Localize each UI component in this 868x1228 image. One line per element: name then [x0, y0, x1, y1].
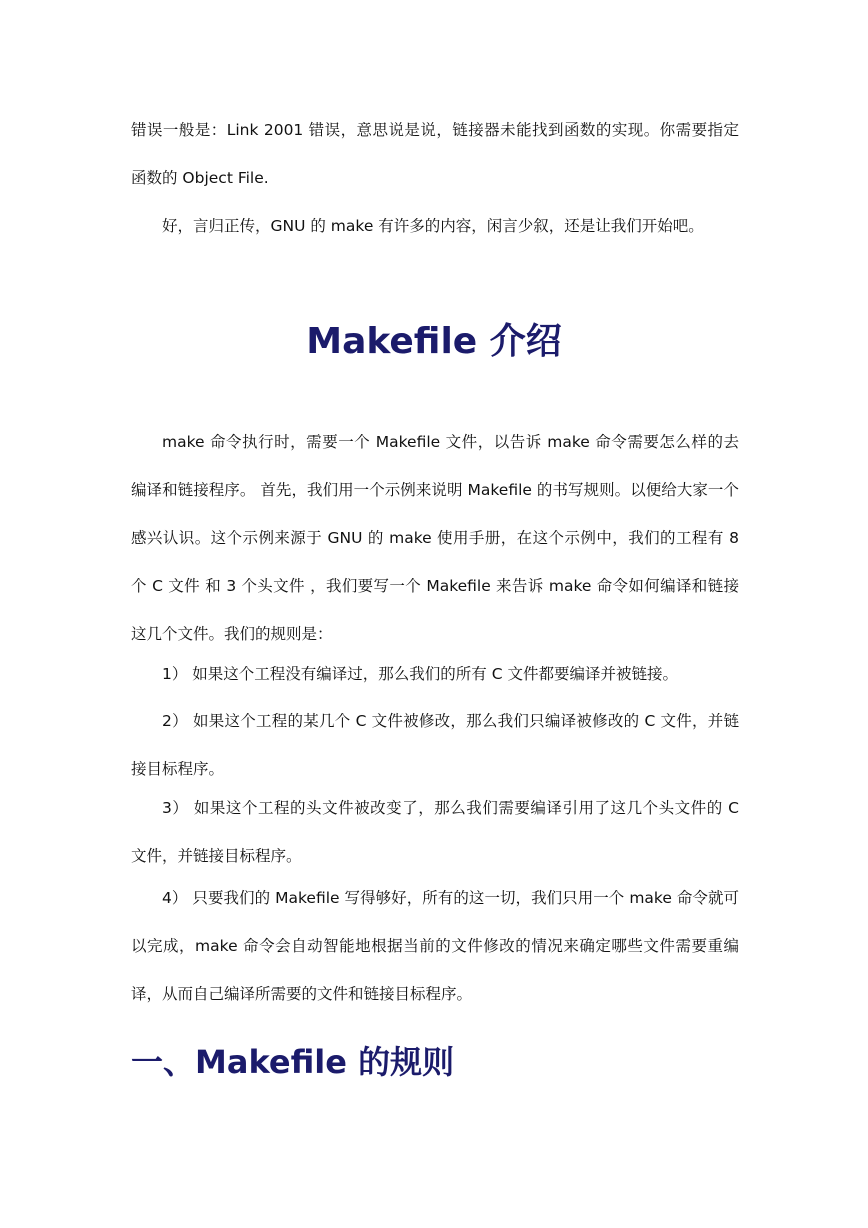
rule-2-container	[131, 697, 739, 793]
body-paragraph-1-container	[131, 418, 739, 658]
rule-item: 1） 如果这个工程没有编译过，那么我们的所有 C 文件都要编译并被链接。	[162, 665, 678, 683]
body-paragraph-1: make 命令执行时，需要一个 Makefile 文件，以告诉 make 命令需要怎么样的去编译和链接程序。 首先，我们用一个示例来说明 Makefile 的书写规则。以便给大家一个感兴认识。这个示例来源于 GNU 的 make 使用手册，在这个示例中，我们的工程有 8 个 C 文件 和 3 个头文件 ，我们要写一个 Makefile 来告诉 make 命令如何编译和链接这几个文件。我们的规则是：	[131, 433, 739, 643]
intro-paragraph-1-container	[131, 106, 739, 202]
rule-item: 2） 如果这个工程的某几个 C 文件被修改，那么我们只编译被修改的 C 文件，并链接目标程序。	[131, 712, 739, 778]
page-title: Makefile 介绍	[306, 321, 562, 362]
intro-paragraph-2: 好，言归正传，GNU 的 make 有许多的内容，闲言少叙，还是让我们开始吧。	[162, 217, 704, 235]
section-heading: 一、Makefile 的规则	[131, 1043, 455, 1081]
rule-4-container	[131, 874, 739, 1018]
rule-item: 3） 如果这个工程的头文件被改变了，那么我们需要编译引用了这几个头文件的 C 文件，并链接目标程序。	[131, 799, 739, 865]
intro-paragraph-1: 错误一般是：Link 2001 错误，意思说是说，链接器未能找到函数的实现。你需要指定函数的 Object File.	[131, 121, 739, 187]
intro-paragraph-2-container	[131, 202, 739, 250]
rule-3-container	[131, 784, 739, 880]
rule-item: 4） 只要我们的 Makefile 写得够好，所有的这一切，我们只用一个 make 命令就可以完成，make 命令会自动智能地根据当前的文件修改的情况来确定哪些文件需要重编译，从而自己编译所需要的文件和链接目标程序。	[131, 889, 739, 1003]
rule-1-container	[131, 650, 739, 698]
